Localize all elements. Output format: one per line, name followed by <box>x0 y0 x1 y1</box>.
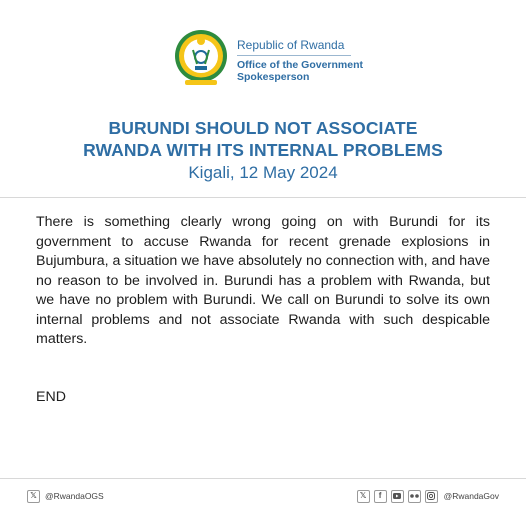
headline-line2: RWANDA WITH ITS INTERNAL PROBLEMS <box>83 140 443 160</box>
instagram-icon[interactable] <box>425 490 438 503</box>
facebook-icon[interactable]: f <box>374 490 387 503</box>
headline-line1: BURUNDI SHOULD NOT ASSOCIATE <box>108 118 418 138</box>
org-divider <box>237 55 351 56</box>
youtube-icon[interactable] <box>391 490 404 503</box>
x-icon[interactable]: 𝕏 <box>27 490 40 503</box>
office-name-line1: Office of the Government <box>237 59 364 71</box>
rwanda-coat-of-arms-icon <box>173 28 229 92</box>
dateline: Kigali, 12 May 2024 <box>188 163 338 182</box>
statement-paragraph: There is something clearly wrong going on with Burundi for its government to accuse Rwanda for recent grenade explosions in Bujumbura, a situation we have absolutely no connection with, and have no reason to be involved in. Burundi has a problem with Rwanda, but we have no problem with Burundi. We call on Burundi to solve its own internal problems and not associate Rwanda with such despicable matters. <box>36 214 490 347</box>
government-handle[interactable]: @RwandaGov <box>443 491 499 501</box>
flickr-icon[interactable] <box>408 490 421 503</box>
office-handle[interactable]: @RwandaOGS <box>45 491 104 501</box>
office-name-block <box>237 38 363 83</box>
office-name-line2: Spokesperson <box>237 71 310 83</box>
x-icon[interactable]: 𝕏 <box>357 490 370 503</box>
footer-right <box>357 489 499 503</box>
end-marker: END <box>36 389 66 405</box>
country-name: Republic of Rwanda <box>237 38 345 52</box>
letterhead <box>0 0 526 100</box>
header-divider <box>0 197 526 198</box>
footer-left <box>27 489 104 503</box>
footer-divider <box>0 478 526 479</box>
